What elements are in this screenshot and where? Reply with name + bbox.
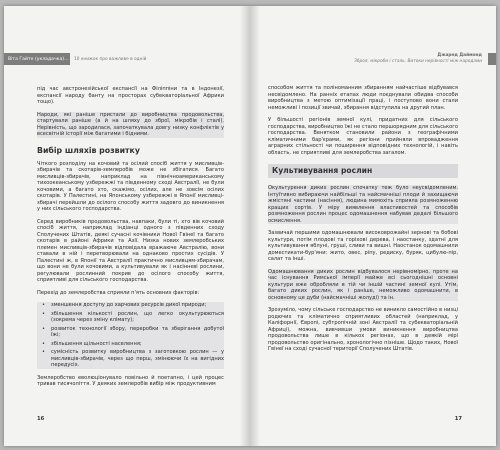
- right-header-tab: [488, 53, 496, 65]
- right-header-text: [354, 53, 482, 64]
- highlighted-paragraph: Одомашнювання диких рослин відбувалося нерівномірно, проте на час існування Римської імперії майже всі сьогоднішні основні культури вже обробляли в тій чи іншій частині земної кулі. Утім, багато диких рослин, як і раніше, неможливо одомашнити, в основному це дуби (найсмачніші жолуді) та ін.: [268, 268, 458, 301]
- list-item: • сумісність розвитку виробництва з заготовкою рослин — у мисливців-збирачів, через що перш, змінюючи їх на вигідних передусіх.: [51, 349, 224, 369]
- highlighted-paragraph: Народи, які раніше пристали до виробництва продовольства, стартували раніше (а й на шляху до зброї, мікробів і сталі). Нерівність, що зародилася, започаткувала довгу низку конфліктів у всесвітній історії між багатими і бідними.: [37, 111, 224, 137]
- book-spread: [4, 6, 496, 446]
- paragraph: Землеробство еволюціонувало повільно й поетапно, і цей процес тривав тисячоліття. У деяких землеробів вибір між продуктивним: [37, 374, 224, 387]
- page-number-left: 16: [37, 416, 45, 422]
- highlighted-paragraph: Окультурення диких рослин спочатку теж було неусвідомленим. Інтуїтивно вибираючи найбільші та найсмачніші плоди й захищаючи жмістяні частини (насіння), людина мимохіть сприяла розмноженню кращих сортів. У міру виявлення властивостей та способів розмноження рослин процес одомашнення набував дедалі більшого осмислення.: [268, 185, 458, 224]
- factors-list: [37, 302, 224, 369]
- paragraph: Зазвичай першими одомашнювали високоврожайні зернові та бобові культури, потім плодові та горіхові дерева, і наостанку, здатні для культивування яблуні, груші, сливи та вишні. Наостанок одомашнили доместикати-бур'яни: жито, овес, ріпу, редиску, буряк, цибулю-пір, салат та інші.: [268, 230, 458, 262]
- left-page-header: [4, 53, 240, 65]
- section-heading-plant-cultivation: Культивування рослин: [268, 164, 458, 178]
- left-header-subtitle: 10 книжок про важливе в одній: [74, 56, 147, 62]
- list-item: • зменшення доступу до харчових ресурсів дикої природи;: [51, 302, 224, 309]
- list-item: • розвиток технології збору, переробки та зберігання добутої їжі;: [51, 326, 224, 339]
- right-page: [250, 6, 496, 446]
- page-number-right: 17: [454, 416, 462, 422]
- right-page-header: [258, 53, 496, 65]
- paragraph: під час австронезійської експансії на Філіппіни та в Індонезії, експансії народу банту на просторах субекваторіальної Африки тощо).: [37, 86, 224, 105]
- section-heading-choice-of-paths: Вибір шляхів розвитку: [37, 145, 140, 155]
- paragraph: Перехід до землеробства сприяли п'ять основних факторів:: [37, 289, 200, 296]
- left-page: [4, 6, 250, 446]
- paragraph: Серед виробників продовольства, навпаки, були ті, хто вів кочовий спосіб життя, наприклад індіанці одного з південних сходу Сполучених Штатів, деякі сучасні кочівники Нової Гвінеї та багато скотарів в районі Африки та Азії. Низка нових землеробських племен мисливців-збирачів відповідала вражаюче Австралію, вони ставали в ній і перетворювали на однаково простих сусідів. У Палестині ж, в Японії та Австралії практично мисливцям-збирачам, що вони не були кочовими, а культивували як і насіннєві рослини, регулювали рослинний покрив до осілого способу життя, сприятливі для сільського господарства.: [37, 218, 224, 283]
- list-item: • збільшення щільності населення;: [51, 341, 224, 348]
- right-page-content: [268, 85, 458, 359]
- right-header-title: Зброя, мікроби і сталь. Витоки нерівності між народами: [354, 59, 482, 64]
- right-header-author: Джаред Даймонд: [437, 53, 482, 59]
- left-header-tab: Віта Гайте (укладачка)...: [4, 53, 70, 65]
- left-page-content: [37, 86, 224, 394]
- paragraph: У більшості регіонів земної кулі, придатних для сільського господарства, виробництво їжі не стало першорядним для сільського господарства. Венятком становили райони з географічними кліматичними бар'єрами, як регіони прийняли впровадження аграрних стільності чи поширення відповідних технологій, і навіть область, не сприятливі для землеробства загалом.: [268, 117, 458, 156]
- list-item: • збільшення кількості рослин, що легко окультурюються (зокрема через зміну клімату);: [51, 311, 224, 324]
- paragraph: способом життя та поліноманним збиранням найчастіше відбувався несвідомлено. На ранніх етапах люди поєднували обидва способи виробництва з метою оптимізації праці, і поступово вони стали неможливі і позиції звичай, збирання відступила на другий план.: [268, 85, 458, 111]
- paragraph: Чіткого розподілу на кочовий та осілий спосіб життя у мисливців-збирачів та скотарів-землеробів може не збігатися. Багато мисливців-збирачів, наприклад на північноамериканському тихоокеанському узбережжі та південному сході Австралії, не були кочовими, а багато хто, скажімо, осілих, але не зовсім осілих скотарів. У Палестині, на Японському узбережжі в Японії мисливці-збирачі перейшли до осілого способу життя задовго до виникнення у них сільського господарства.: [37, 160, 224, 212]
- paragraph: Зрозуміло, чому сільське господарство не виникло самостійно в низці родючих та кліматично сприятливих областей (наприклад, у Каліфорнії, Європі, субтропічній зоні Австралії та субекваторіальній Африці), можна, вивчивши умови виникнення виробництва продовольства лише в кількох регіонах, що в деякій мірі продовольство оригінально, хронологічно пізніше. Щодо таких, Нової Гвінеї на сході сучасної території Сполучених Штатів.: [268, 307, 458, 352]
